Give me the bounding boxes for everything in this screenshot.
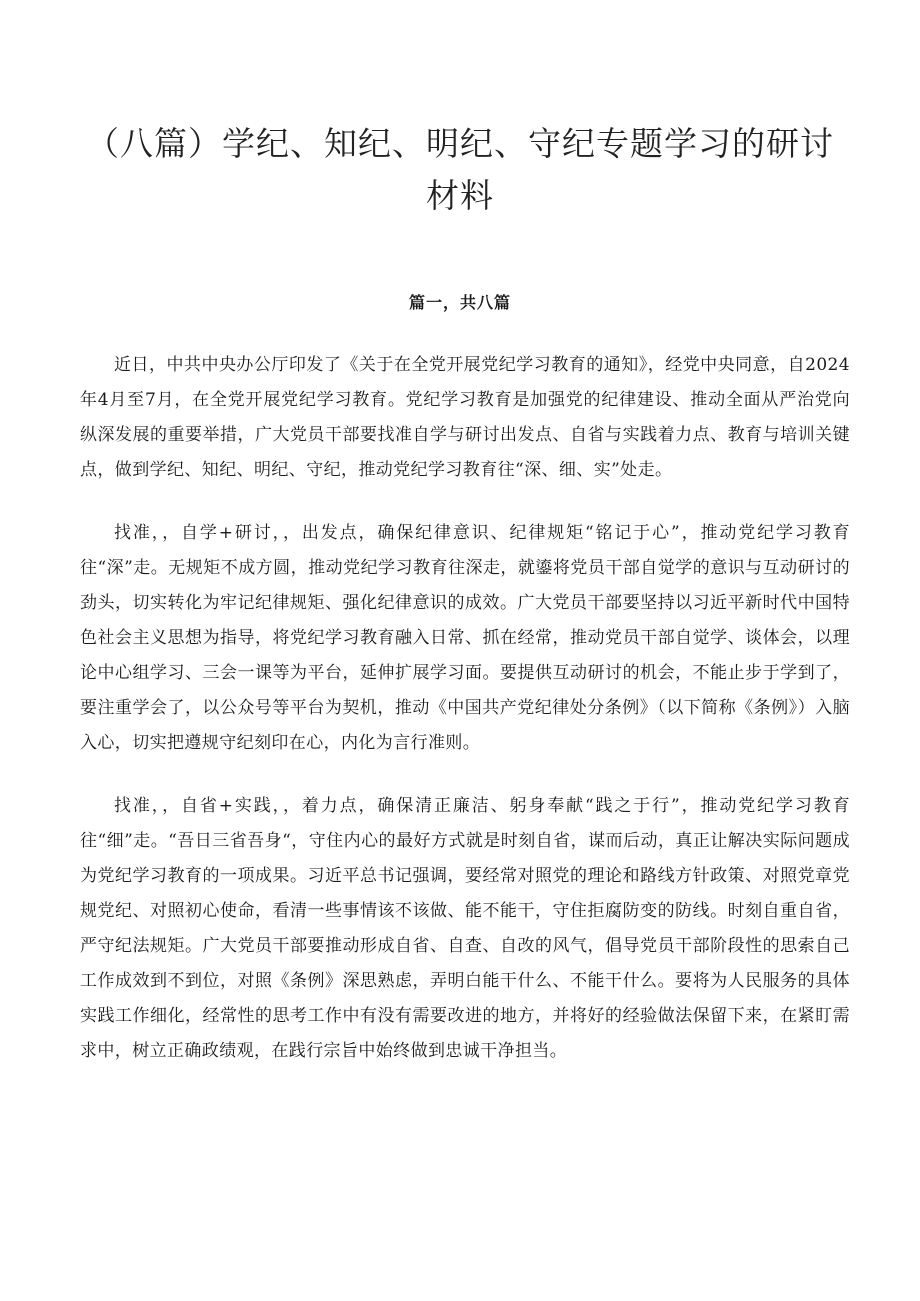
document-body — [80, 348, 850, 1097]
paragraph: 找准，，自学+研讨，，出发点，确保纪律意识、纪律规矩“铭记于心”，推动党纪学习教育往“深”走。无规矩不成方圆，推动党纪学习教育往深走，就鎏将党员干部自觉学的意识与互动研讨的劲头，切实转化为牢记纪律规矩、强化纪律意识的成效。广大党员干部要坚持以习近平新时代中国特色社会主义思想为指导，将党纪学习教育融入日常、抓在经常，推动党员干部自觉学、谈体会，以理论中心组学习、三会一课等为平台，延伸扩展学习面。要提供互动研讨的机会，不能止步于学到了，要注重学会了，以公众号等平台为契机，推动《中国共产党纪律处分条例》（以下简称《条例》）入脑入心，切实把遵规守纪刻印在心，内化为言行准则。 — [80, 523, 850, 753]
paragraph: 近日，中共中央办公厅印发了《关于在全党开展党纪学习教育的通知》，经党中央同意，自2024年4月至7月，在全党开展党纪学习教育。党纪学习教育是加强党的纪律建设、推动全面从严治党向纵深发展的重要举措，广大党员干部要找准自学与研讨出发点、自省与实践着力点、教育与培训关键点，做到学纪、知纪、明纪、守纪，推动党纪学习教育往“深、细、实”处走。 — [80, 355, 850, 480]
document-title: （八篇）学纪、知纪、明纪、守纪专题学习的研讨材料 — [86, 124, 834, 215]
paragraph: 找准，，自省+实践，，着力点，确保清正廉洁、躬身奉献“践之于行”，推动党纪学习教育往“细”走。“吾日三省吾身“，守住内心的最好方式就是时刻自省，谋而后动，真正让解决实际问题成为党纪学习教育的一项成果。习近平总书记强调，要经常对照党的理论和路线方针政策、对照党章党规党纪、对照初心使命，看清一些事情该不该做、能不能干，守住拒腐防变的防线。时刻自重自省，严守纪法规矩。广大党员干部要推动形成自省、自查、自改的风气，倡导党员干部阶段性的思索自己工作成效到不到位，对照《条例》深思熟虑，弄明白能干什么、不能干什么。要将为人民服务的具体实践工作细化，经常性的思考工作中有没有需要改进的地方，并将好的经验做法保留下来，在紧盯需求中，树立正确政绩观，在践行宗旨中始终做到忠诚干净担当。 — [80, 796, 850, 1061]
section-heading: 篇一，共八篇 — [408, 293, 511, 312]
